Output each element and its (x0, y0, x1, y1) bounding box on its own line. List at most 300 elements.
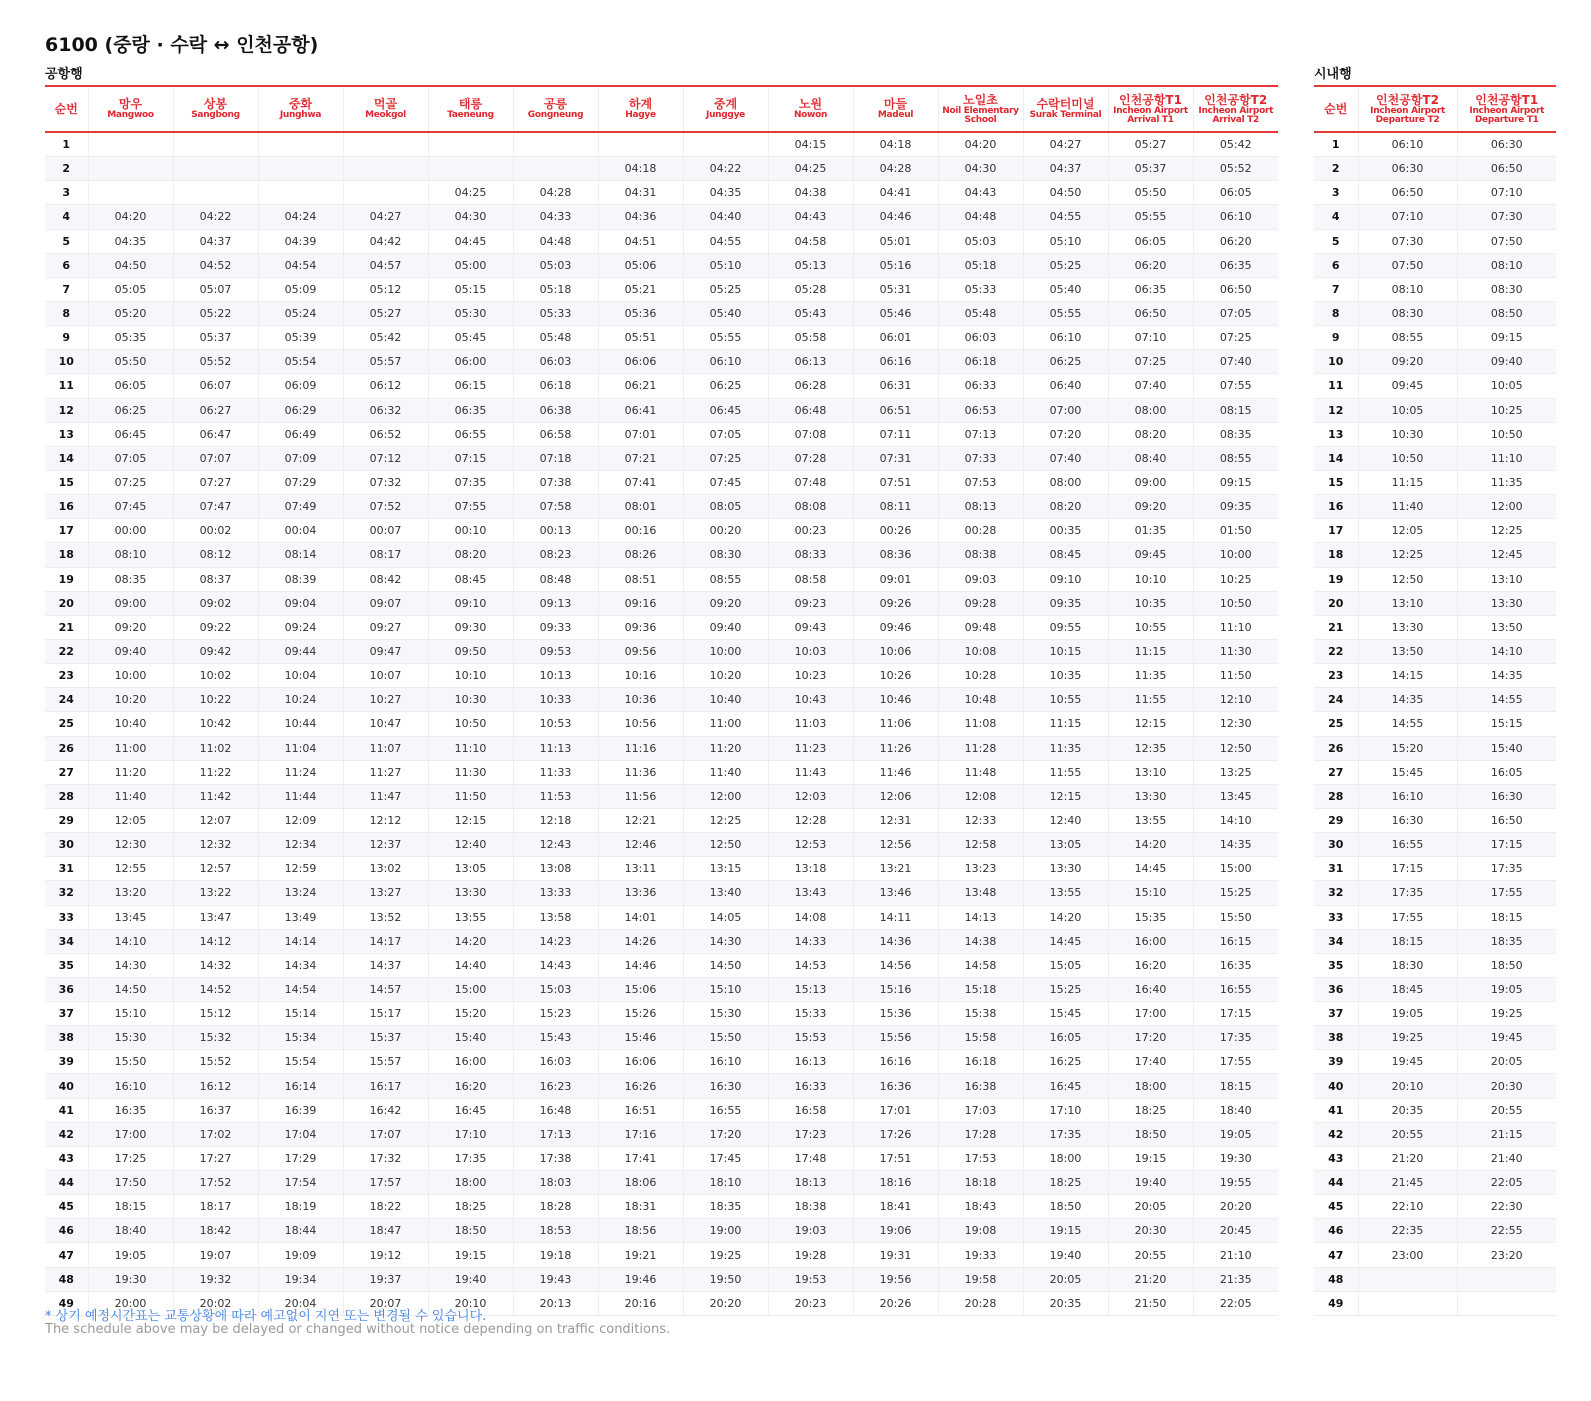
trip-number-cell: 25 (1314, 712, 1358, 736)
departure-time-cell: 20:04 (258, 1291, 343, 1315)
departure-time-cell: 11:40 (683, 760, 768, 784)
table-row (1314, 591, 1556, 615)
departure-time-cell: 14:20 (428, 929, 513, 953)
departure-time-cell: 05:46 (853, 301, 938, 325)
departure-time-cell: 15:05 (1023, 953, 1108, 977)
departure-time-cell: 17:52 (173, 1171, 258, 1195)
departure-time-cell: 06:49 (258, 422, 343, 446)
departure-time-cell: 17:54 (258, 1171, 343, 1195)
departure-time-cell: 14:26 (598, 929, 683, 953)
departure-time-cell: 18:15 (1457, 905, 1556, 929)
departure-time-cell: 10:10 (428, 664, 513, 688)
departure-time-cell: 22:55 (1457, 1219, 1556, 1243)
departure-time-cell: 12:18 (513, 808, 598, 832)
departure-time-cell: 19:40 (1108, 1171, 1193, 1195)
departure-time-cell: 18:45 (1358, 977, 1457, 1001)
departure-time-cell: 13:30 (1023, 857, 1108, 881)
departure-time-cell: 00:16 (598, 519, 683, 543)
departure-time-cell: 15:00 (428, 977, 513, 1001)
stop-name-english: Noil Elementary School (942, 105, 1019, 125)
departure-time-cell: 05:22 (173, 301, 258, 325)
departure-time-cell: 19:00 (683, 1219, 768, 1243)
departure-time-cell: 06:38 (513, 398, 598, 422)
departure-time-cell: 04:41 (853, 181, 938, 205)
table-row (45, 301, 1278, 325)
departure-time-cell: 17:13 (513, 1122, 598, 1146)
departure-time-cell: 04:57 (343, 253, 428, 277)
departure-time-cell: 05:18 (513, 277, 598, 301)
departure-time-cell: 06:32 (343, 398, 428, 422)
table-row (45, 422, 1278, 446)
departure-time-cell: 05:37 (1108, 157, 1193, 181)
departure-time-cell: 07:08 (768, 422, 853, 446)
table-row (45, 712, 1278, 736)
departure-time-cell: 14:01 (598, 905, 683, 929)
departure-time-cell: 05:35 (88, 326, 173, 350)
departure-time-cell: 10:50 (1457, 422, 1556, 446)
departure-time-cell: 08:20 (1108, 422, 1193, 446)
departure-time-cell: 18:31 (598, 1195, 683, 1219)
departure-time-cell: 07:33 (938, 446, 1023, 470)
departure-time-cell: 11:26 (853, 736, 938, 760)
stop-name-korean: 상봉 (203, 97, 228, 111)
timetable-header-row (1314, 86, 1556, 132)
departure-time-cell: 13:49 (258, 905, 343, 929)
departure-time-cell: 06:10 (683, 350, 768, 374)
column-header-stop (1108, 86, 1193, 132)
departure-time-cell: 08:11 (853, 495, 938, 519)
departure-time-cell: 14:50 (683, 953, 768, 977)
departure-time-cell: 15:13 (768, 977, 853, 1001)
column-header-stop (768, 86, 853, 132)
departure-time-cell: 13:43 (768, 881, 853, 905)
table-row (45, 1122, 1278, 1146)
departure-time-cell: 11:40 (88, 784, 173, 808)
departure-time-cell: 19:28 (768, 1243, 853, 1267)
table-row (1314, 1267, 1556, 1291)
departure-time-cell: 09:13 (513, 591, 598, 615)
departure-time-cell: 04:22 (683, 157, 768, 181)
trip-number-cell: 21 (1314, 615, 1358, 639)
trip-number-cell: 42 (1314, 1122, 1358, 1146)
departure-time-cell: 05:10 (1023, 229, 1108, 253)
departure-time-cell: 09:55 (1023, 615, 1108, 639)
departure-time-cell: 14:46 (598, 953, 683, 977)
departure-time-cell: 07:21 (598, 446, 683, 470)
departure-time-cell: 11:08 (938, 712, 1023, 736)
departure-time-cell: 14:33 (768, 929, 853, 953)
departure-time-cell: 18:15 (1358, 929, 1457, 953)
departure-time-cell: 16:35 (1193, 953, 1278, 977)
departure-time-cell: 15:58 (938, 1026, 1023, 1050)
departure-time-cell: 15:00 (1193, 857, 1278, 881)
departure-time-cell: 16:48 (513, 1098, 598, 1122)
departure-time-cell: 20:35 (1358, 1098, 1457, 1122)
departure-time-cell: 09:46 (853, 615, 938, 639)
departure-time-cell: 15:45 (1358, 760, 1457, 784)
departure-time-cell: 12:09 (258, 808, 343, 832)
departure-time-cell (258, 132, 343, 157)
table-row (1314, 639, 1556, 663)
departure-time-cell: 07:18 (513, 446, 598, 470)
departure-time-cell: 16:15 (1193, 929, 1278, 953)
departure-time-cell: 20:30 (1108, 1219, 1193, 1243)
stop-name-korean: 먹골 (373, 97, 398, 111)
stop-name-korean: 공릉 (543, 97, 568, 111)
stop-name-korean: 인천공항T2 (1204, 92, 1268, 107)
table-row (45, 1098, 1278, 1122)
departure-time-cell: 08:01 (598, 495, 683, 519)
departure-time-cell: 09:24 (258, 615, 343, 639)
departure-time-cell: 10:05 (1457, 374, 1556, 398)
departure-time-cell: 04:20 (88, 205, 173, 229)
table-row (1314, 1026, 1556, 1050)
departure-time-cell: 07:40 (1023, 446, 1108, 470)
departure-time-cell: 04:43 (768, 205, 853, 229)
departure-time-cell: 05:48 (513, 326, 598, 350)
departure-time-cell: 10:26 (853, 664, 938, 688)
departure-time-cell: 07:58 (513, 495, 598, 519)
departure-time-cell: 09:26 (853, 591, 938, 615)
table-row (45, 253, 1278, 277)
table-row (1314, 929, 1556, 953)
table-row (1314, 1098, 1556, 1122)
schedule-notice-english: The schedule above may be delayed or changed without notice depending on traffic conditions. (45, 1322, 671, 1337)
stop-name-english: Incheon Airport Arrival T1 (1113, 105, 1188, 125)
departure-time-cell: 15:50 (88, 1050, 173, 1074)
departure-time-cell: 13:20 (88, 881, 173, 905)
departure-time-cell: 12:40 (1023, 808, 1108, 832)
departure-time-cell: 13:55 (428, 905, 513, 929)
departure-time-cell: 10:35 (1108, 591, 1193, 615)
departure-time-cell: 11:46 (853, 760, 938, 784)
departure-time-cell: 19:05 (1358, 1002, 1457, 1026)
departure-time-cell: 15:52 (173, 1050, 258, 1074)
departure-time-cell: 23:00 (1358, 1243, 1457, 1267)
departure-time-cell: 17:27 (173, 1146, 258, 1170)
trip-number-cell: 24 (1314, 688, 1358, 712)
departure-time-cell: 04:52 (173, 253, 258, 277)
departure-time-cell: 19:30 (88, 1267, 173, 1291)
departure-time-cell: 09:42 (173, 639, 258, 663)
departure-time-cell: 08:30 (683, 543, 768, 567)
departure-time-cell: 05:48 (938, 301, 1023, 325)
table-row (45, 857, 1278, 881)
table-row (45, 181, 1278, 205)
departure-time-cell: 16:10 (88, 1074, 173, 1098)
departure-time-cell: 14:34 (258, 953, 343, 977)
departure-time-cell: 14:20 (1023, 905, 1108, 929)
trip-number-cell: 8 (45, 301, 88, 325)
departure-time-cell: 18:35 (1457, 929, 1556, 953)
departure-time-cell: 06:05 (1108, 229, 1193, 253)
departure-time-cell: 14:54 (258, 977, 343, 1001)
departure-time-cell: 13:02 (343, 857, 428, 881)
departure-time-cell: 10:02 (173, 664, 258, 688)
departure-time-cell: 04:58 (768, 229, 853, 253)
departure-time-cell: 04:37 (173, 229, 258, 253)
stop-name-english: Incheon Airport Arrival T2 (1198, 105, 1274, 125)
departure-time-cell: 12:03 (768, 784, 853, 808)
trip-number-cell: 40 (45, 1074, 88, 1098)
trip-number-cell: 38 (45, 1026, 88, 1050)
stop-name-english: Nowon (793, 110, 828, 120)
departure-time-cell: 11:28 (938, 736, 1023, 760)
airport-bound-timetable (45, 85, 1278, 1316)
departure-time-cell: 09:35 (1193, 495, 1278, 519)
table-row (45, 543, 1278, 567)
column-header-stop (428, 86, 513, 132)
departure-time-cell: 16:03 (513, 1050, 598, 1074)
departure-time-cell: 08:35 (1193, 422, 1278, 446)
departure-time-cell: 11:07 (343, 736, 428, 760)
trip-number-cell: 28 (45, 784, 88, 808)
table-row (1314, 1146, 1556, 1170)
departure-time-cell: 06:25 (1023, 350, 1108, 374)
table-row (1314, 326, 1556, 350)
departure-time-cell: 17:35 (1457, 857, 1556, 881)
trip-number-cell: 41 (1314, 1098, 1358, 1122)
departure-time-cell: 19:45 (1358, 1050, 1457, 1074)
departure-time-cell: 12:46 (598, 833, 683, 857)
departure-time-cell: 17:51 (853, 1146, 938, 1170)
trip-number-cell: 44 (45, 1171, 88, 1195)
departure-time-cell: 10:33 (513, 688, 598, 712)
departure-time-cell: 04:39 (258, 229, 343, 253)
departure-time-cell: 05:30 (428, 301, 513, 325)
departure-time-cell: 12:30 (1193, 712, 1278, 736)
departure-time-cell: 14:40 (428, 953, 513, 977)
table-row (1314, 688, 1556, 712)
departure-time-cell: 09:43 (768, 615, 853, 639)
departure-time-cell: 09:10 (428, 591, 513, 615)
departure-time-cell: 11:10 (428, 736, 513, 760)
departure-time-cell: 20:26 (853, 1291, 938, 1315)
departure-time-cell: 13:18 (768, 857, 853, 881)
departure-time-cell: 20:30 (1457, 1074, 1556, 1098)
departure-time-cell: 05:50 (88, 350, 173, 374)
departure-time-cell: 00:28 (938, 519, 1023, 543)
departure-time-cell: 09:20 (1108, 495, 1193, 519)
departure-time-cell: 05:24 (258, 301, 343, 325)
table-row (1314, 495, 1556, 519)
departure-time-cell: 08:45 (428, 567, 513, 591)
trip-number-cell: 19 (45, 567, 88, 591)
column-header-stop (1457, 86, 1556, 132)
departure-time-cell: 15:25 (1193, 881, 1278, 905)
departure-time-cell: 13:30 (428, 881, 513, 905)
table-row (1314, 543, 1556, 567)
stop-name-korean: 인천공항T2 (1376, 92, 1439, 107)
departure-time-cell: 09:45 (1108, 543, 1193, 567)
departure-time-cell: 17:10 (1023, 1098, 1108, 1122)
departure-time-cell: 12:12 (343, 808, 428, 832)
departure-time-cell: 07:15 (428, 446, 513, 470)
table-row (1314, 181, 1556, 205)
departure-time-cell: 14:45 (1023, 929, 1108, 953)
trip-number-cell: 9 (45, 326, 88, 350)
departure-time-cell: 05:03 (938, 229, 1023, 253)
departure-time-cell: 08:14 (258, 543, 343, 567)
departure-time-cell: 15:43 (513, 1026, 598, 1050)
departure-time-cell: 17:38 (513, 1146, 598, 1170)
departure-time-cell: 07:20 (1023, 422, 1108, 446)
departure-time-cell: 07:40 (1108, 374, 1193, 398)
departure-time-cell: 19:55 (1193, 1171, 1278, 1195)
departure-time-cell: 17:55 (1358, 905, 1457, 929)
departure-time-cell: 11:50 (1193, 664, 1278, 688)
departure-time-cell: 14:30 (683, 929, 768, 953)
stop-name-korean: 중화 (288, 97, 313, 111)
departure-time-cell: 19:08 (938, 1219, 1023, 1243)
departure-time-cell: 19:56 (853, 1267, 938, 1291)
table-row (1314, 1219, 1556, 1243)
departure-time-cell: 04:18 (853, 132, 938, 157)
departure-time-cell: 07:05 (1193, 301, 1278, 325)
departure-time-cell: 16:45 (428, 1098, 513, 1122)
departure-time-cell: 05:15 (428, 277, 513, 301)
departure-time-cell: 18:38 (768, 1195, 853, 1219)
trip-number-cell: 3 (1314, 181, 1358, 205)
departure-time-cell: 17:07 (343, 1122, 428, 1146)
trip-number-cell: 1 (45, 132, 88, 157)
departure-time-cell: 18:15 (88, 1195, 173, 1219)
table-row (45, 350, 1278, 374)
trip-number-cell: 10 (45, 350, 88, 374)
departure-time-cell: 18:25 (1023, 1171, 1108, 1195)
departure-time-cell: 05:27 (343, 301, 428, 325)
departure-time-cell: 15:46 (598, 1026, 683, 1050)
departure-time-cell: 00:02 (173, 519, 258, 543)
departure-time-cell: 10:03 (768, 639, 853, 663)
departure-time-cell: 15:36 (853, 1002, 938, 1026)
departure-time-cell: 06:16 (853, 350, 938, 374)
trip-number-cell: 23 (45, 664, 88, 688)
trip-number-cell: 25 (45, 712, 88, 736)
column-header-stop (853, 86, 938, 132)
departure-time-cell: 06:47 (173, 422, 258, 446)
departure-time-cell: 18:40 (1193, 1098, 1278, 1122)
departure-time-cell: 19:05 (1457, 977, 1556, 1001)
stop-name-english: Madeul (877, 110, 914, 120)
departure-time-cell (343, 132, 428, 157)
departure-time-cell: 13:23 (938, 857, 1023, 881)
departure-time-cell: 15:15 (1457, 712, 1556, 736)
departure-time-cell: 15:30 (88, 1026, 173, 1050)
departure-time-cell: 06:27 (173, 398, 258, 422)
trip-number-cell: 23 (1314, 664, 1358, 688)
departure-time-cell: 04:42 (343, 229, 428, 253)
city-bound-timetable (1314, 85, 1556, 1316)
departure-time-cell: 14:58 (938, 953, 1023, 977)
table-row (45, 495, 1278, 519)
departure-time-cell: 13:36 (598, 881, 683, 905)
departure-time-cell: 18:53 (513, 1219, 598, 1243)
table-row (45, 1074, 1278, 1098)
departure-time-cell: 01:35 (1108, 519, 1193, 543)
departure-time-cell: 05:55 (1023, 301, 1108, 325)
departure-time-cell: 14:57 (343, 977, 428, 1001)
departure-time-cell: 08:10 (88, 543, 173, 567)
departure-time-cell: 10:30 (1358, 422, 1457, 446)
trip-number-cell: 34 (45, 929, 88, 953)
departure-time-cell: 08:08 (768, 495, 853, 519)
departure-time-cell: 10:35 (1023, 664, 1108, 688)
table-row (1314, 374, 1556, 398)
departure-time-cell: 17:15 (1457, 833, 1556, 857)
departure-time-cell: 05:42 (1193, 132, 1278, 157)
departure-time-cell: 17:48 (768, 1146, 853, 1170)
departure-time-cell: 19:06 (853, 1219, 938, 1243)
departure-time-cell: 19:34 (258, 1267, 343, 1291)
departure-time-cell: 12:05 (1358, 519, 1457, 543)
departure-time-cell: 15:25 (1023, 977, 1108, 1001)
departure-time-cell: 16:26 (598, 1074, 683, 1098)
trip-number-cell: 15 (1314, 470, 1358, 494)
trip-number-cell: 45 (1314, 1195, 1358, 1219)
departure-time-cell: 12:33 (938, 808, 1023, 832)
departure-time-cell: 04:54 (258, 253, 343, 277)
table-row (45, 784, 1278, 808)
departure-time-cell: 04:15 (768, 132, 853, 157)
departure-time-cell: 14:32 (173, 953, 258, 977)
departure-time-cell: 07:07 (173, 446, 258, 470)
departure-time-cell: 08:48 (513, 567, 598, 591)
departure-time-cell: 07:45 (683, 470, 768, 494)
timetable-header-row (45, 86, 1278, 132)
trip-number-cell: 2 (1314, 157, 1358, 181)
trip-number-cell: 26 (1314, 736, 1358, 760)
table-row (1314, 567, 1556, 591)
departure-time-cell: 07:49 (258, 495, 343, 519)
departure-time-cell: 11:10 (1457, 446, 1556, 470)
departure-time-cell: 10:00 (1193, 543, 1278, 567)
trip-number-cell: 29 (1314, 808, 1358, 832)
departure-time-cell: 04:27 (343, 205, 428, 229)
departure-time-cell: 06:33 (938, 374, 1023, 398)
departure-time-cell: 19:05 (88, 1243, 173, 1267)
departure-time-cell: 16:17 (343, 1074, 428, 1098)
departure-time-cell: 10:50 (428, 712, 513, 736)
departure-time-cell: 14:55 (1457, 688, 1556, 712)
departure-time-cell: 12:15 (428, 808, 513, 832)
table-row (45, 132, 1278, 157)
departure-time-cell: 18:25 (428, 1195, 513, 1219)
departure-time-cell: 06:18 (938, 350, 1023, 374)
departure-time-cell: 17:00 (1108, 1002, 1193, 1026)
departure-time-cell: 20:16 (598, 1291, 683, 1315)
table-row (1314, 446, 1556, 470)
departure-time-cell: 16:58 (768, 1098, 853, 1122)
departure-time-cell: 13:50 (1457, 615, 1556, 639)
departure-time-cell: 09:30 (428, 615, 513, 639)
departure-time-cell: 10:16 (598, 664, 683, 688)
departure-time-cell: 19:43 (513, 1267, 598, 1291)
departure-time-cell (428, 132, 513, 157)
departure-time-cell: 06:48 (768, 398, 853, 422)
departure-time-cell: 19:58 (938, 1267, 1023, 1291)
departure-time-cell: 11:27 (343, 760, 428, 784)
departure-time-cell: 20:20 (683, 1291, 768, 1315)
trip-number-cell: 20 (45, 591, 88, 615)
departure-time-cell: 00:04 (258, 519, 343, 543)
table-row (1314, 736, 1556, 760)
departure-time-cell: 12:45 (1457, 543, 1556, 567)
stop-name-korean: 태릉 (458, 97, 483, 111)
trip-number-cell: 46 (1314, 1219, 1358, 1243)
departure-time-cell: 09:33 (513, 615, 598, 639)
table-row (1314, 398, 1556, 422)
